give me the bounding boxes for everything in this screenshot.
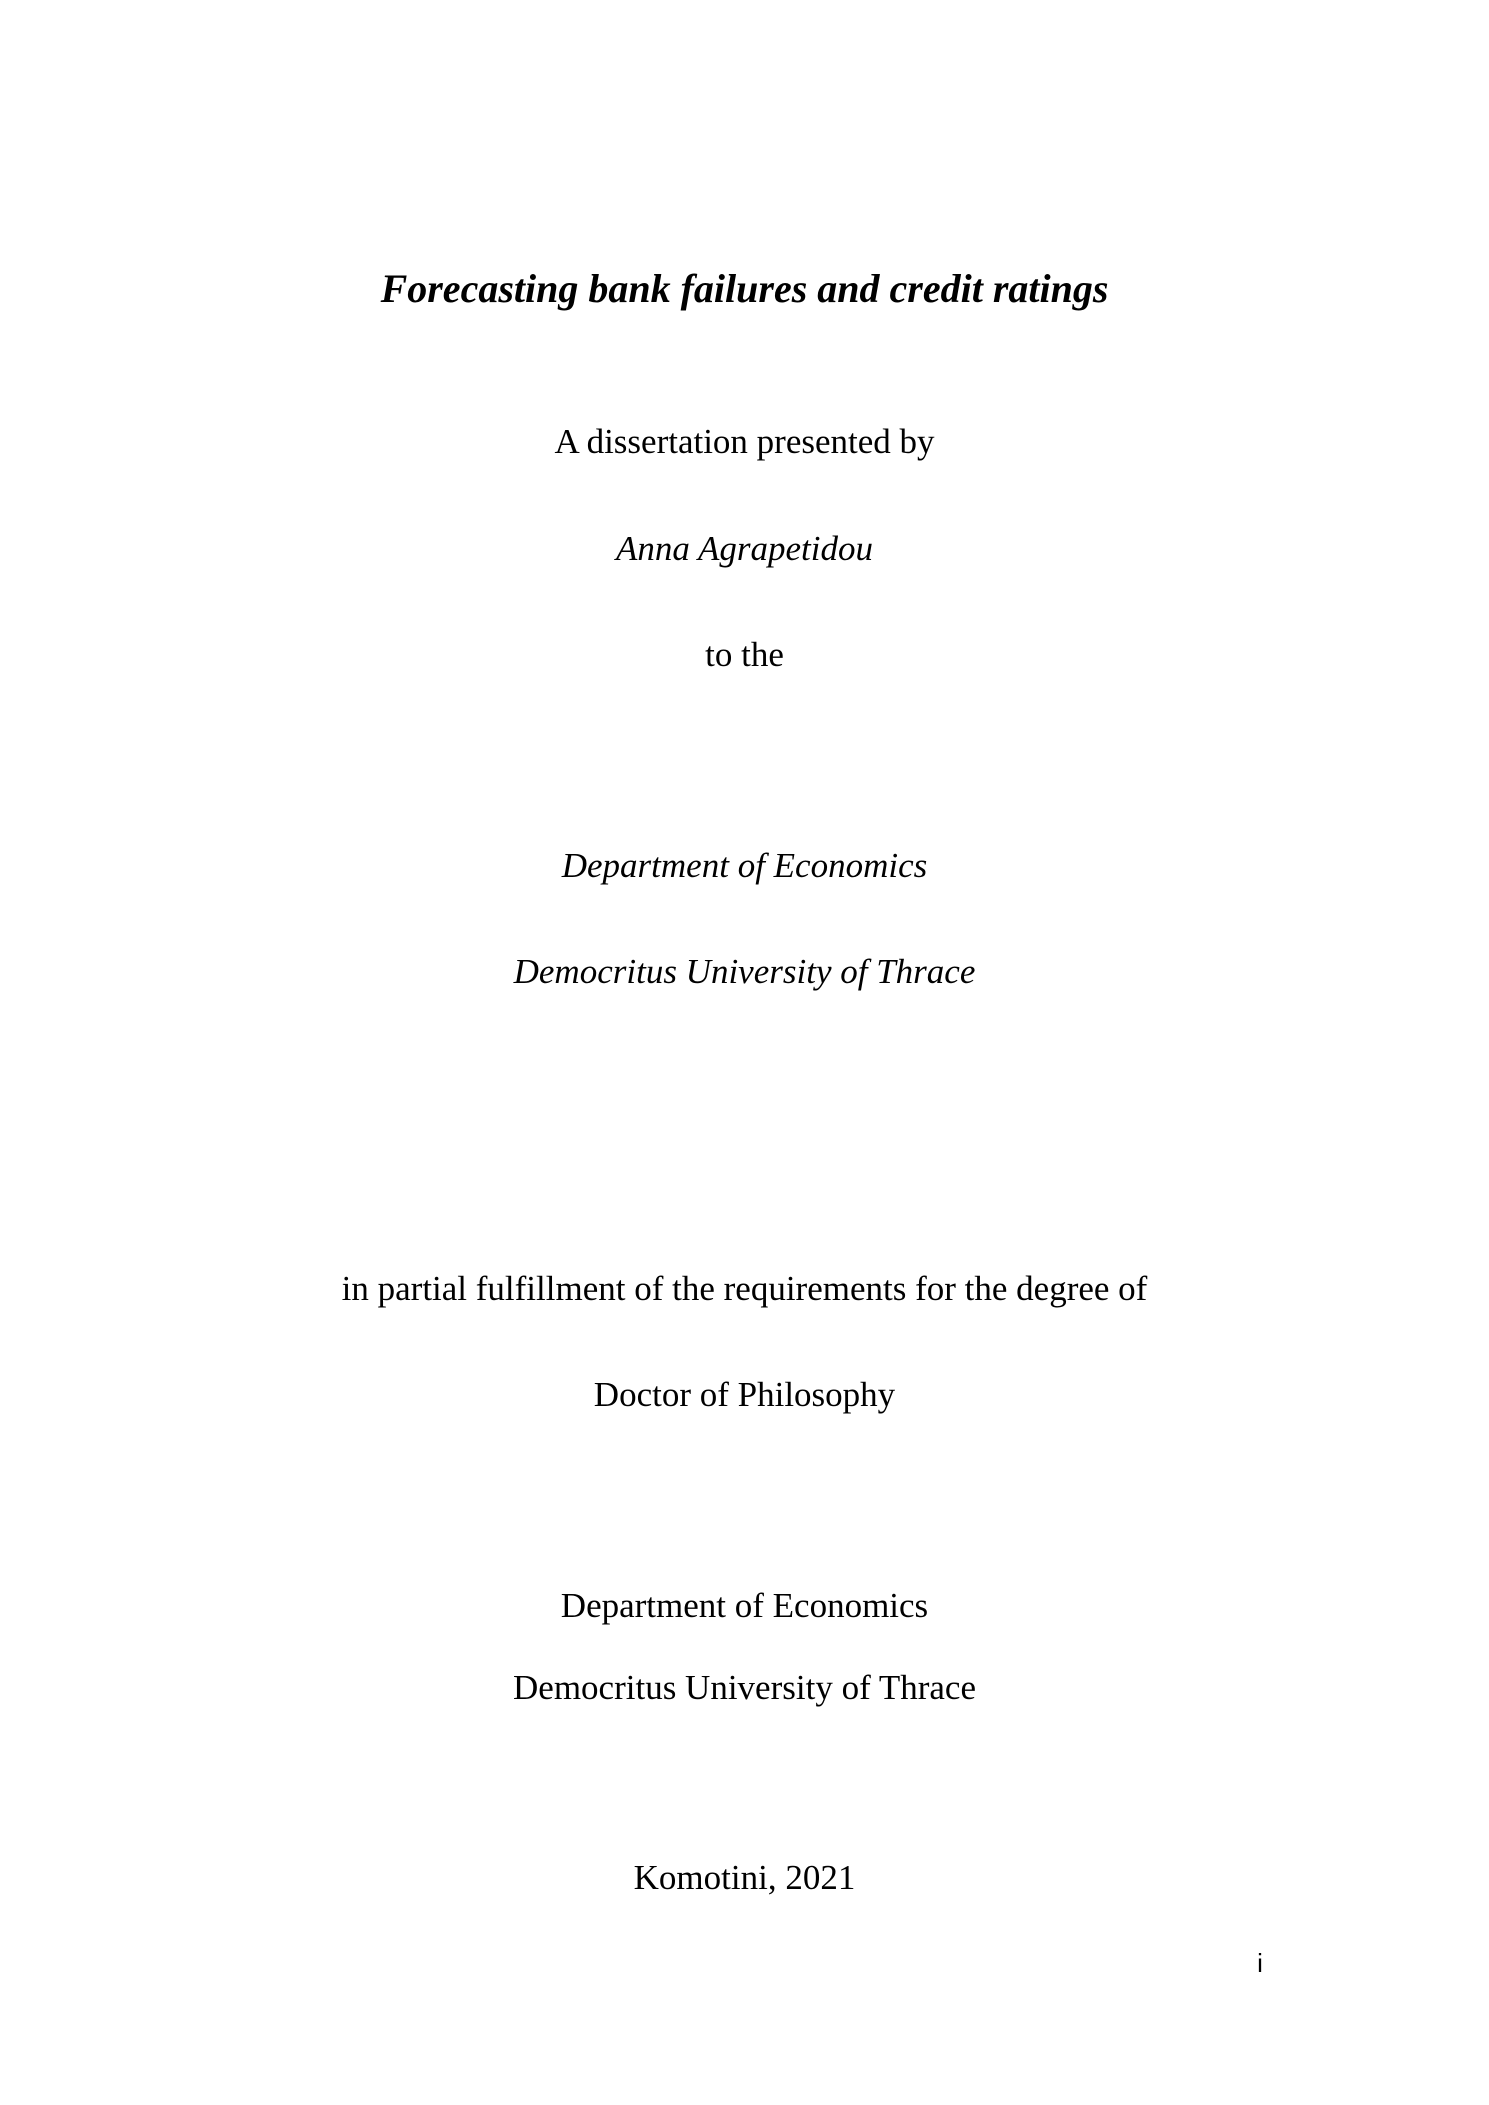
university-name: Democritus University of Thrace: [513, 1668, 976, 1707]
fulfillment-text: in partial fulfillment of the requirements for the degree of: [341, 1269, 1148, 1308]
university-italic: Democritus University of Thrace: [513, 952, 976, 991]
to-the-text: to the: [705, 635, 784, 674]
degree-name: Doctor of Philosophy: [593, 1375, 896, 1414]
department-name: Department of Economics: [560, 1586, 929, 1625]
department-italic: Department of Economics: [561, 846, 928, 885]
presented-by-text: A dissertation presented by: [554, 422, 935, 461]
author-name: Anna Agrapetidou: [616, 529, 873, 568]
dissertation-title: Forecasting bank failures and credit ratings: [380, 266, 1109, 311]
page-number: i: [1257, 1948, 1263, 1978]
place-and-year: Komotini, 2021: [633, 1858, 856, 1897]
